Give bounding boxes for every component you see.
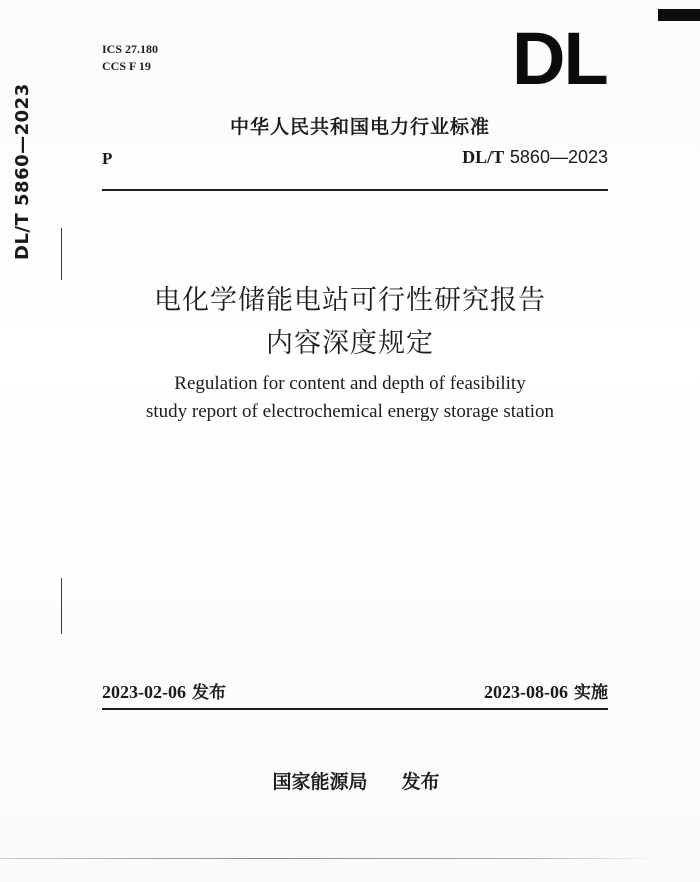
spine-mark-bottom	[61, 578, 62, 634]
title-cn-line2: 内容深度规定	[266, 328, 434, 359]
title-en-line2: study report of electrochemical energy storage station	[146, 401, 554, 422]
publisher-name: 国家能源局	[272, 771, 368, 793]
effective-date: 2023-08-06	[484, 682, 568, 702]
standard-prefix: DL/T	[462, 147, 505, 167]
industry-standard-title	[0, 112, 700, 139]
page-bottom-edge	[0, 858, 660, 859]
category-letter: P	[102, 149, 113, 168]
issued-label: 发布	[192, 683, 226, 703]
footer-divider	[102, 708, 608, 710]
spine-mark-top	[61, 228, 62, 280]
ccs-code: CCS F 19	[102, 59, 151, 73]
standard-number-value: 5860—2023	[509, 147, 608, 167]
issued-date: 2023-02-06	[102, 682, 186, 702]
ics-code: ICS 27.180	[102, 42, 159, 56]
effective-date-block	[484, 678, 608, 703]
title-cn-line1: 电化学储能电站可行性研究报告	[154, 285, 546, 316]
header-divider	[102, 189, 608, 191]
publisher-line	[0, 767, 700, 794]
classification-codes	[102, 41, 158, 75]
effective-label: 实施	[574, 683, 608, 703]
issued-date-block	[102, 678, 226, 703]
publisher-inner	[272, 771, 439, 793]
dl-logo: DL	[512, 17, 607, 100]
publish-label: 发布	[401, 771, 440, 793]
industry-standard-title-text: 中华人民共和国电力行业标准	[229, 116, 490, 138]
spine-standard-code: DL/T 5860—2023	[12, 83, 33, 261]
title-en-line1: Regulation for content and depth of feasibility	[174, 373, 526, 394]
top-right-black-bar	[658, 9, 700, 21]
standard-number	[462, 147, 608, 168]
